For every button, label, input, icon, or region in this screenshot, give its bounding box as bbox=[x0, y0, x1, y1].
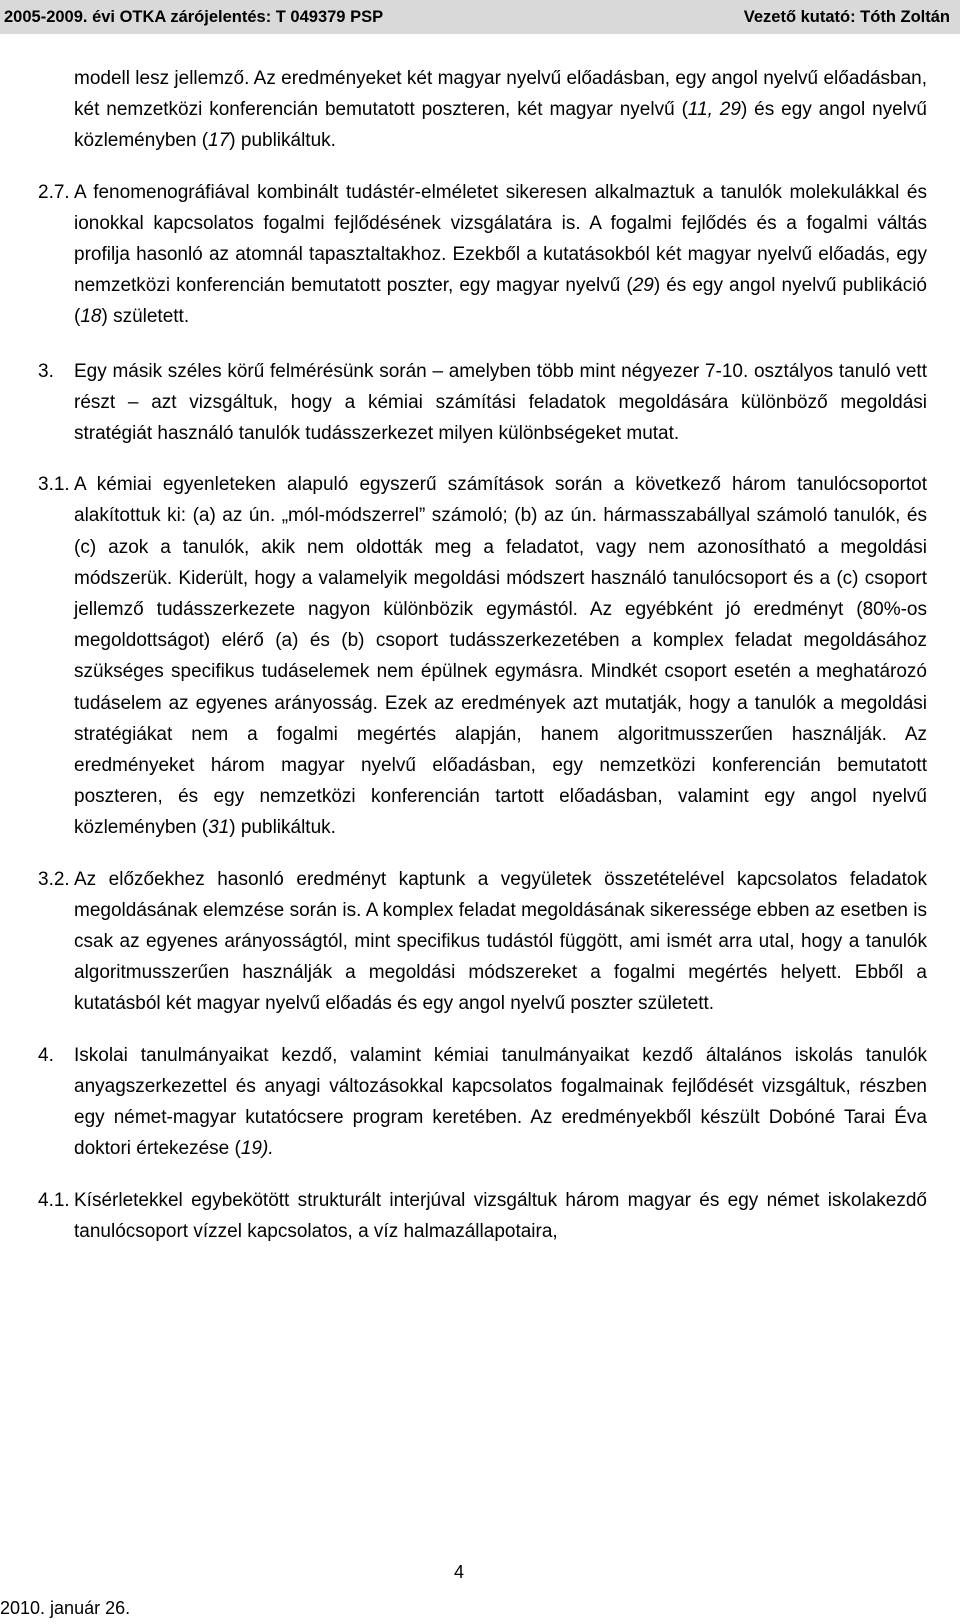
section-number: 3. bbox=[38, 360, 54, 382]
section-3 bbox=[38, 356, 927, 450]
section-number: 3.2. bbox=[38, 868, 70, 890]
section-text: Egy másik széles körű felmérésünk során – amelyben több mint négyezer 7-10. osztályos tanuló vett részt – azt vizsgáltuk, hogy a kémiai számítási feladatok megoldására különböző megoldási stratégiát használó tanulók tudásszerkezet milyen különbségeket mutat. bbox=[74, 360, 927, 445]
section-2-7 bbox=[38, 177, 927, 333]
section-number: 3.1. bbox=[38, 474, 70, 496]
section-4 bbox=[38, 1040, 927, 1165]
citation-ref: 11, 29 bbox=[687, 99, 741, 121]
section-3-2 bbox=[38, 864, 927, 1020]
page-number: 4 bbox=[454, 1562, 465, 1582]
citation-ref: 18 bbox=[80, 306, 102, 328]
citation-ref: 31 bbox=[208, 817, 230, 839]
section-text: A kémiai egyenleteken alapuló egyszerű számítások során a következő három tanulócsoportot alakítottuk ki: (a) az ún. „mól-módszerrel” számoló; (b) az ún. hármasszabállyal számoló tanulók, és (c) azok a tanulók, akik nem oldották meg a feladatot, vagy nem azonosítható a megoldási módszerük. Kiderült, hogy a valamelyik megoldási módszert használó tanulócsoport és a (c) csoport jellemző tudásszerkezete nagyon különbözik egymástól. Az egyébként jó eredményt (80%-os megoldottságot) elérő (a) és (b) csoport tudásszerkezetében a komplex feladat megoldásához szükséges specifikus tudáselemek nem épülnek egymásra. Mindkét csoport esetén a meghatározó tudáselem az egyenes arányosság. Ezek az eredmények azt mutatják, hogy a tanulók a megoldási stratégiákat nem a fogalmi megértés alapján, hanem algoritmusszerűen használják. Az eredményeket három magyar nyelvű előadásban, egy nemzetközi konferencián bemutatott poszteren, és egy nemzetközi konferencián tartott előadásban, valamint egy angol nyelvű közleményben (31) publikáltuk. bbox=[74, 474, 927, 839]
section-text: Az előzőekhez hasonló eredményt kaptunk a vegyületek összetételével kapcsolatos feladatok megoldásának elemzése során is. A komplex feladat megoldásának sikeressége ebben az esetben is csak az egyenes arányosságtól, mint specifikus tudástól függött, ami ismét arra utal, hogy a tanulók algoritmusszerűen használják a megoldási módszereket a fogalmi megértés helyett. Ebből a kutatásból két magyar nyelvű előadás és egy angol nyelvű poszter született. bbox=[74, 868, 927, 1015]
page-header bbox=[0, 0, 960, 34]
section-number: 2.7. bbox=[38, 181, 70, 203]
section-text: Iskolai tanulmányaikat kezdő, valamint kémiai tanulmányaikat kezdő általános iskolás tanulók anyagszerkezettel és anyagi változásokkal kapcsolatos fogalmainak fejlődését vizsgáltuk, részben egy német-magyar kutatócsere program keretében. Az eredményekből készült Dobóné Tarai Éva doktori értekezése (19). bbox=[74, 1044, 927, 1160]
section-text: A fenomenográfiával kombinált tudástér-elméletet sikeresen alkalmaztuk a tanulók molekulákkal és ionokkal kapcsolatos fogalmi fejlődésének vizsgálatára is. A fogalmi fejlődés és a fogalmi váltás profilja hasonló az atomnál tapasztaltakhoz. Ezekből a kutatásokból két magyar nyelvű előadás, egy nemzetközi konferencián bemutatott poszter, egy magyar nyelvű (29) és egy angol nyelvű publikáció (18) született. bbox=[74, 181, 927, 328]
section-4-1 bbox=[38, 1185, 927, 1247]
citation-ref: 29 bbox=[632, 275, 654, 297]
document-body bbox=[38, 63, 927, 1247]
section-number: 4. bbox=[38, 1044, 54, 1066]
citation-ref: 17 bbox=[208, 130, 230, 152]
citation-ref: 19). bbox=[240, 1138, 274, 1160]
section-text: Kísérletekkel egybekötött strukturált interjúval vizsgáltuk három magyar és egy német iskolakezdő tanulócsoport vízzel kapcsolatos, a víz halmazállapotaira, bbox=[74, 1189, 927, 1242]
paragraph-continuation: modell lesz jellemző. Az eredményeket két magyar nyelvű előadásban, egy angol nyelvű előadásban, két nemzetközi konferencián bemutatott poszteren, két magyar nyelvű (11, 29) és egy angol nyelvű közleményben (17) publikáltuk. bbox=[74, 68, 927, 152]
section-3-1 bbox=[38, 469, 927, 843]
footer-date: 2010. január 26. bbox=[0, 1598, 131, 1618]
section-number: 4.1. bbox=[38, 1189, 70, 1211]
header-project-title: 2005-2009. évi OTKA zárójelentés: T 049379 PSP bbox=[4, 8, 384, 26]
header-lead-researcher: Vezető kutató: Tóth Zoltán bbox=[743, 8, 950, 26]
